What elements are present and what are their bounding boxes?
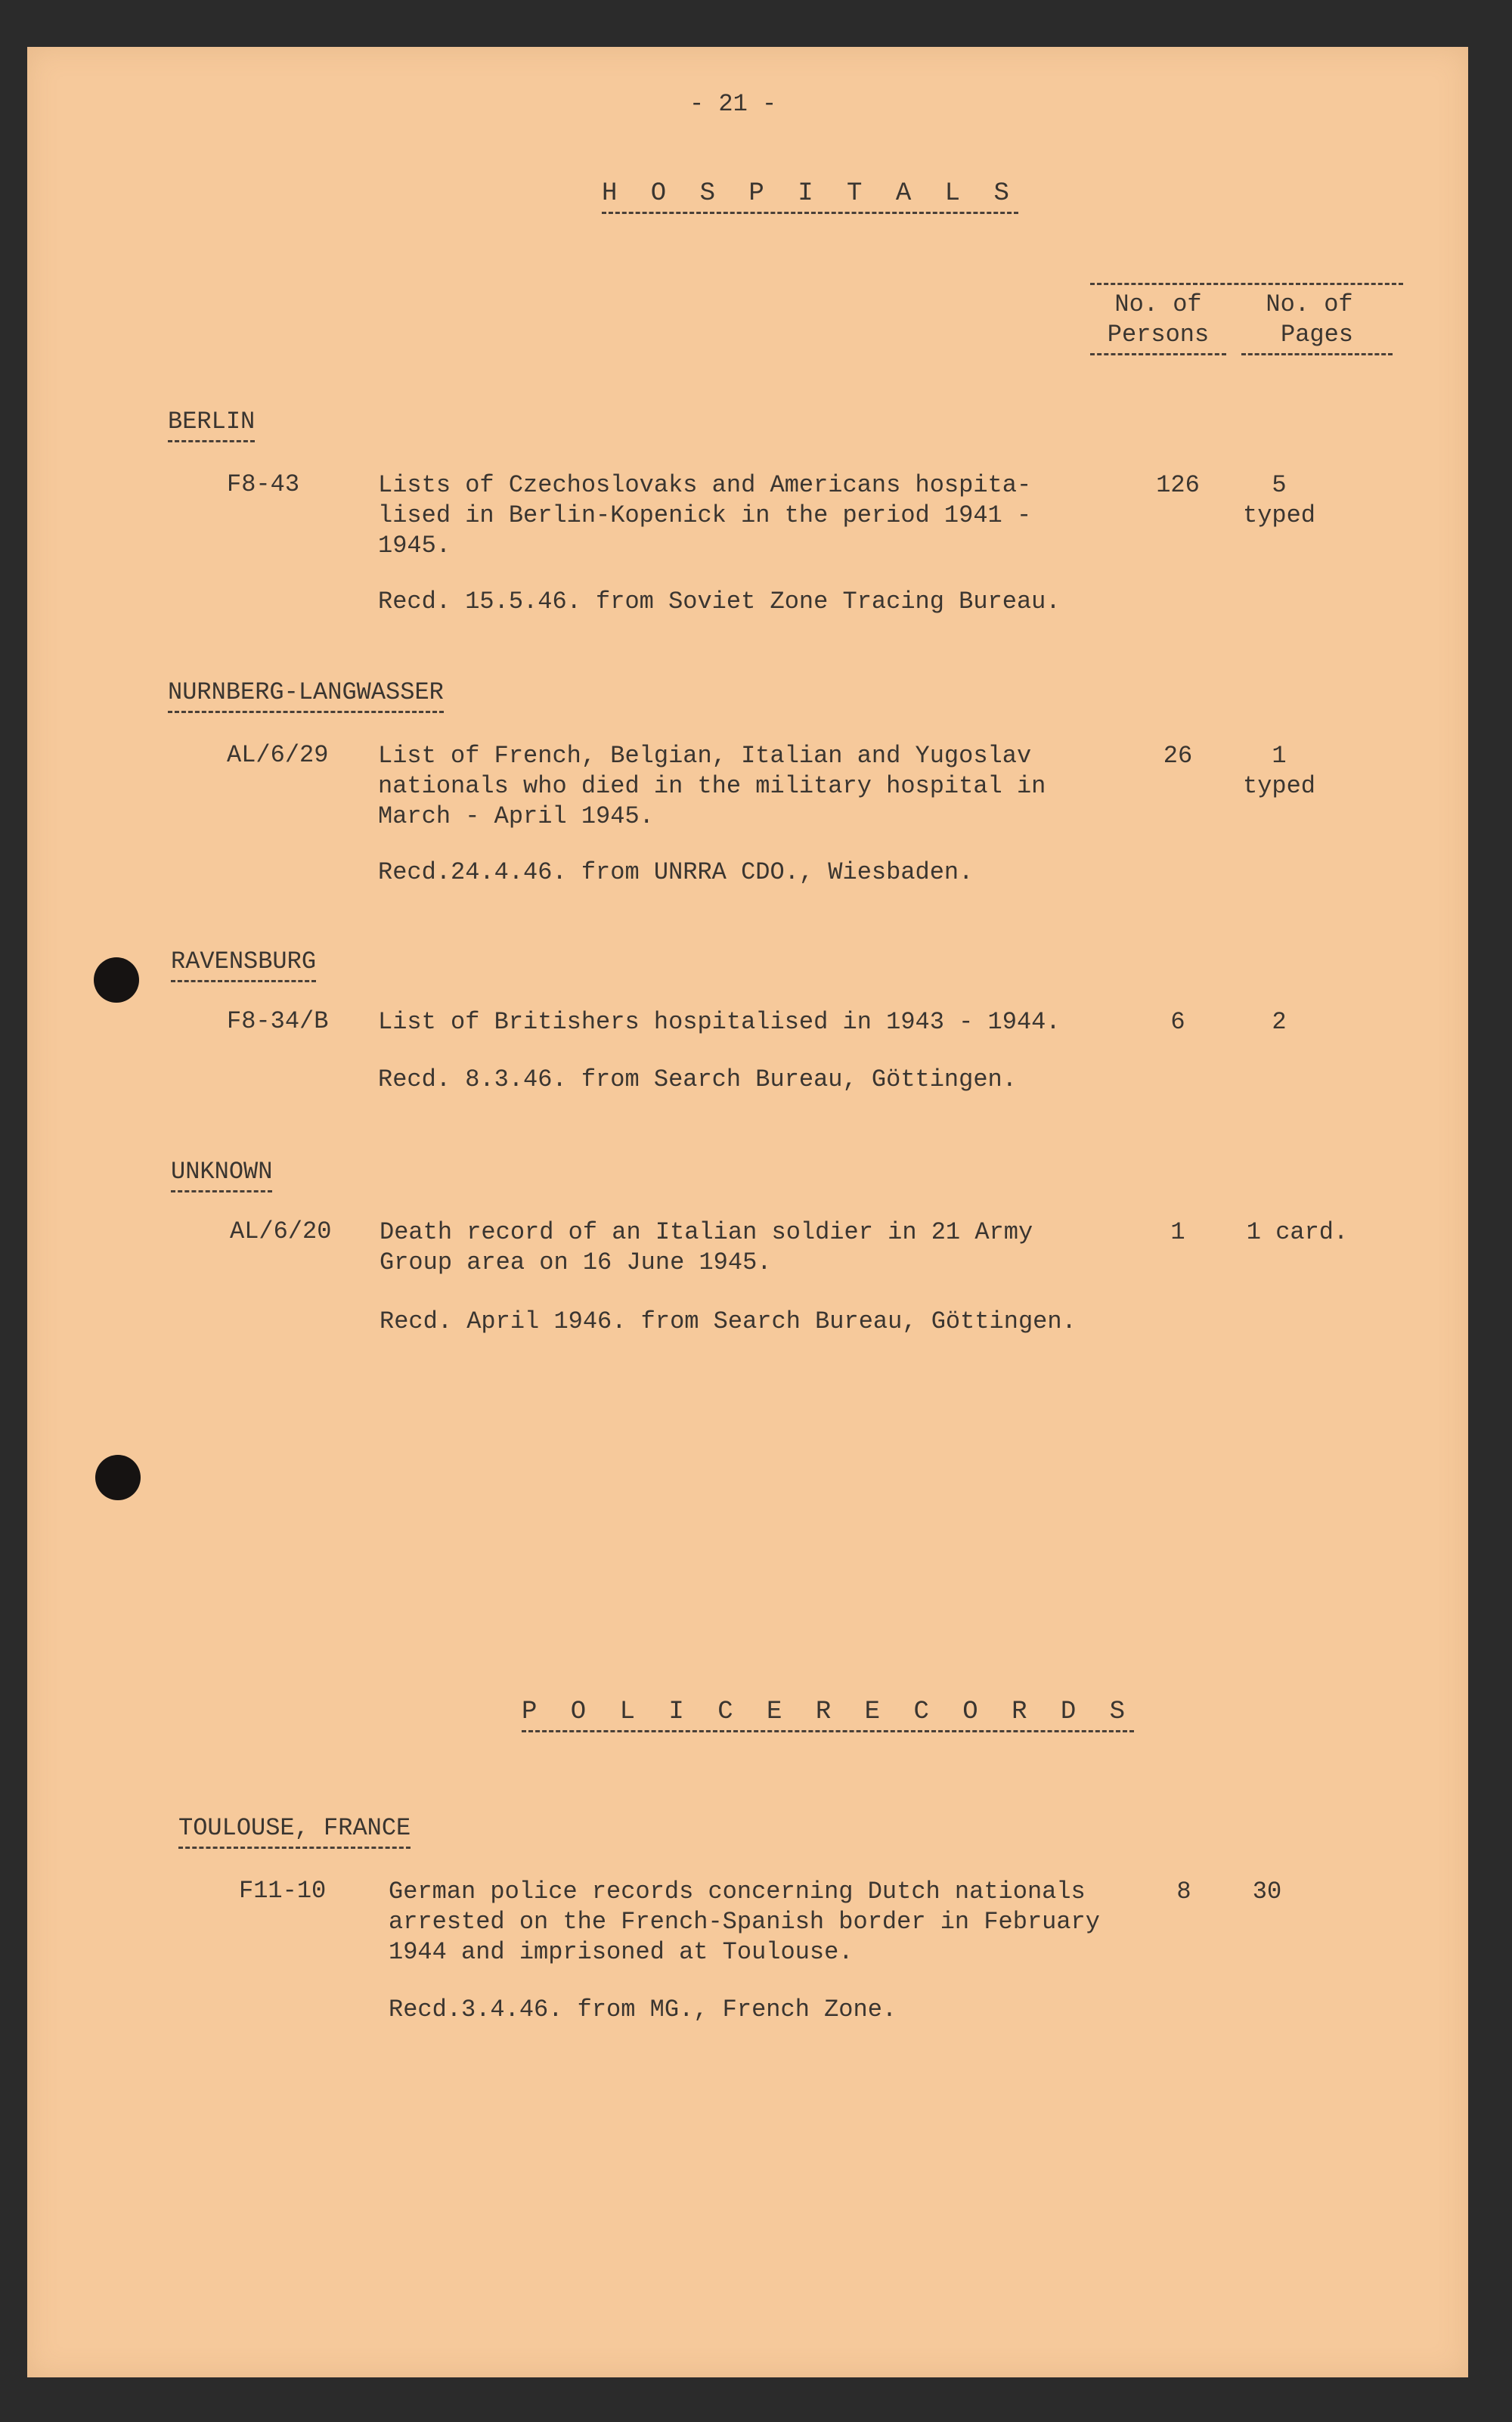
entry-description: German police records concerning Dutch nationals arrested on the French-Spanish border in February 1944 and imprisoned at Toulouse. (389, 1878, 1100, 1966)
pages-header-line1: No. of (1266, 290, 1353, 318)
entry-description: List of French, Belgian, Italian and Yugoslav nationals who died in the military hospital in March - April 1945. (378, 742, 1046, 830)
entry-code: F8-34/B (227, 1007, 329, 1035)
entry-description: List of Britishers hospitalised in 1943 - 1944. (378, 1008, 1061, 1036)
entry-received: Recd.24.4.46. from UNRRA CDO., Wiesbaden. (378, 858, 974, 886)
entry-persons-count: 26 (1163, 742, 1193, 770)
entry-received: Recd. 8.3.46. from Search Bureau, Göttingen. (378, 1065, 1017, 1093)
place-heading-nurnberg: NURNBERG-LANGWASSER (168, 678, 444, 713)
punch-hole-upper (94, 957, 139, 1003)
entry-description: Lists of Czechoslovaks and Americans hospita- lised in Berlin-Kopenick in the period 1941 - 1945. (378, 471, 1032, 560)
entry-pages-count: 2 (1272, 1008, 1287, 1036)
entry-persons-count: 8 (1176, 1878, 1191, 1906)
entry-received: Recd. April 1946. from Search Bureau, Göttingen. (380, 1307, 1077, 1335)
entry-received: Recd.3.4.46. from MG., French Zone. (389, 1996, 897, 2024)
place-heading-unknown: UNKNOWN (171, 1157, 272, 1192)
persons-header-line2: Persons (1090, 320, 1226, 355)
punch-hole-lower (95, 1455, 141, 1500)
entry-pages-count: 30 (1252, 1878, 1282, 1906)
document-page (27, 47, 1468, 2377)
column-headers (1090, 283, 1403, 394)
page-number: - 21 - (689, 90, 777, 118)
entry-code: AL/6/29 (227, 741, 329, 769)
entry-pages-count: 5 typed (1242, 471, 1315, 529)
entry-persons-count: 1 (1170, 1218, 1185, 1246)
entry-pages-count: 1 typed (1242, 742, 1315, 800)
entry-code: F11-10 (239, 1877, 327, 1905)
entry-received: Recd. 15.5.46. from Soviet Zone Tracing Bureau. (378, 588, 1061, 616)
entry-persons-count: 6 (1170, 1008, 1185, 1036)
entry-description: Death record of an Italian soldier in 21 Army Group area on 16 June 1945. (380, 1218, 1033, 1276)
place-heading-berlin: BERLIN (168, 407, 255, 442)
police-records-heading: P O L I C E R E C O R D S (522, 1697, 1134, 1732)
place-heading-toulouse: TOULOUSE, FRANCE (178, 1813, 411, 1849)
persons-header-line1: No. of (1114, 290, 1202, 318)
entry-code: F8-43 (227, 470, 300, 498)
pages-header-line2: Pages (1241, 320, 1393, 355)
entry-persons-count: 126 (1156, 471, 1200, 499)
place-heading-ravensburg: RAVENSBURG (171, 947, 316, 982)
entry-code: AL/6/20 (230, 1217, 332, 1245)
hospitals-heading: H O S P I T A L S (602, 178, 1018, 214)
entry-pages-count: 1 card. (1246, 1218, 1349, 1246)
